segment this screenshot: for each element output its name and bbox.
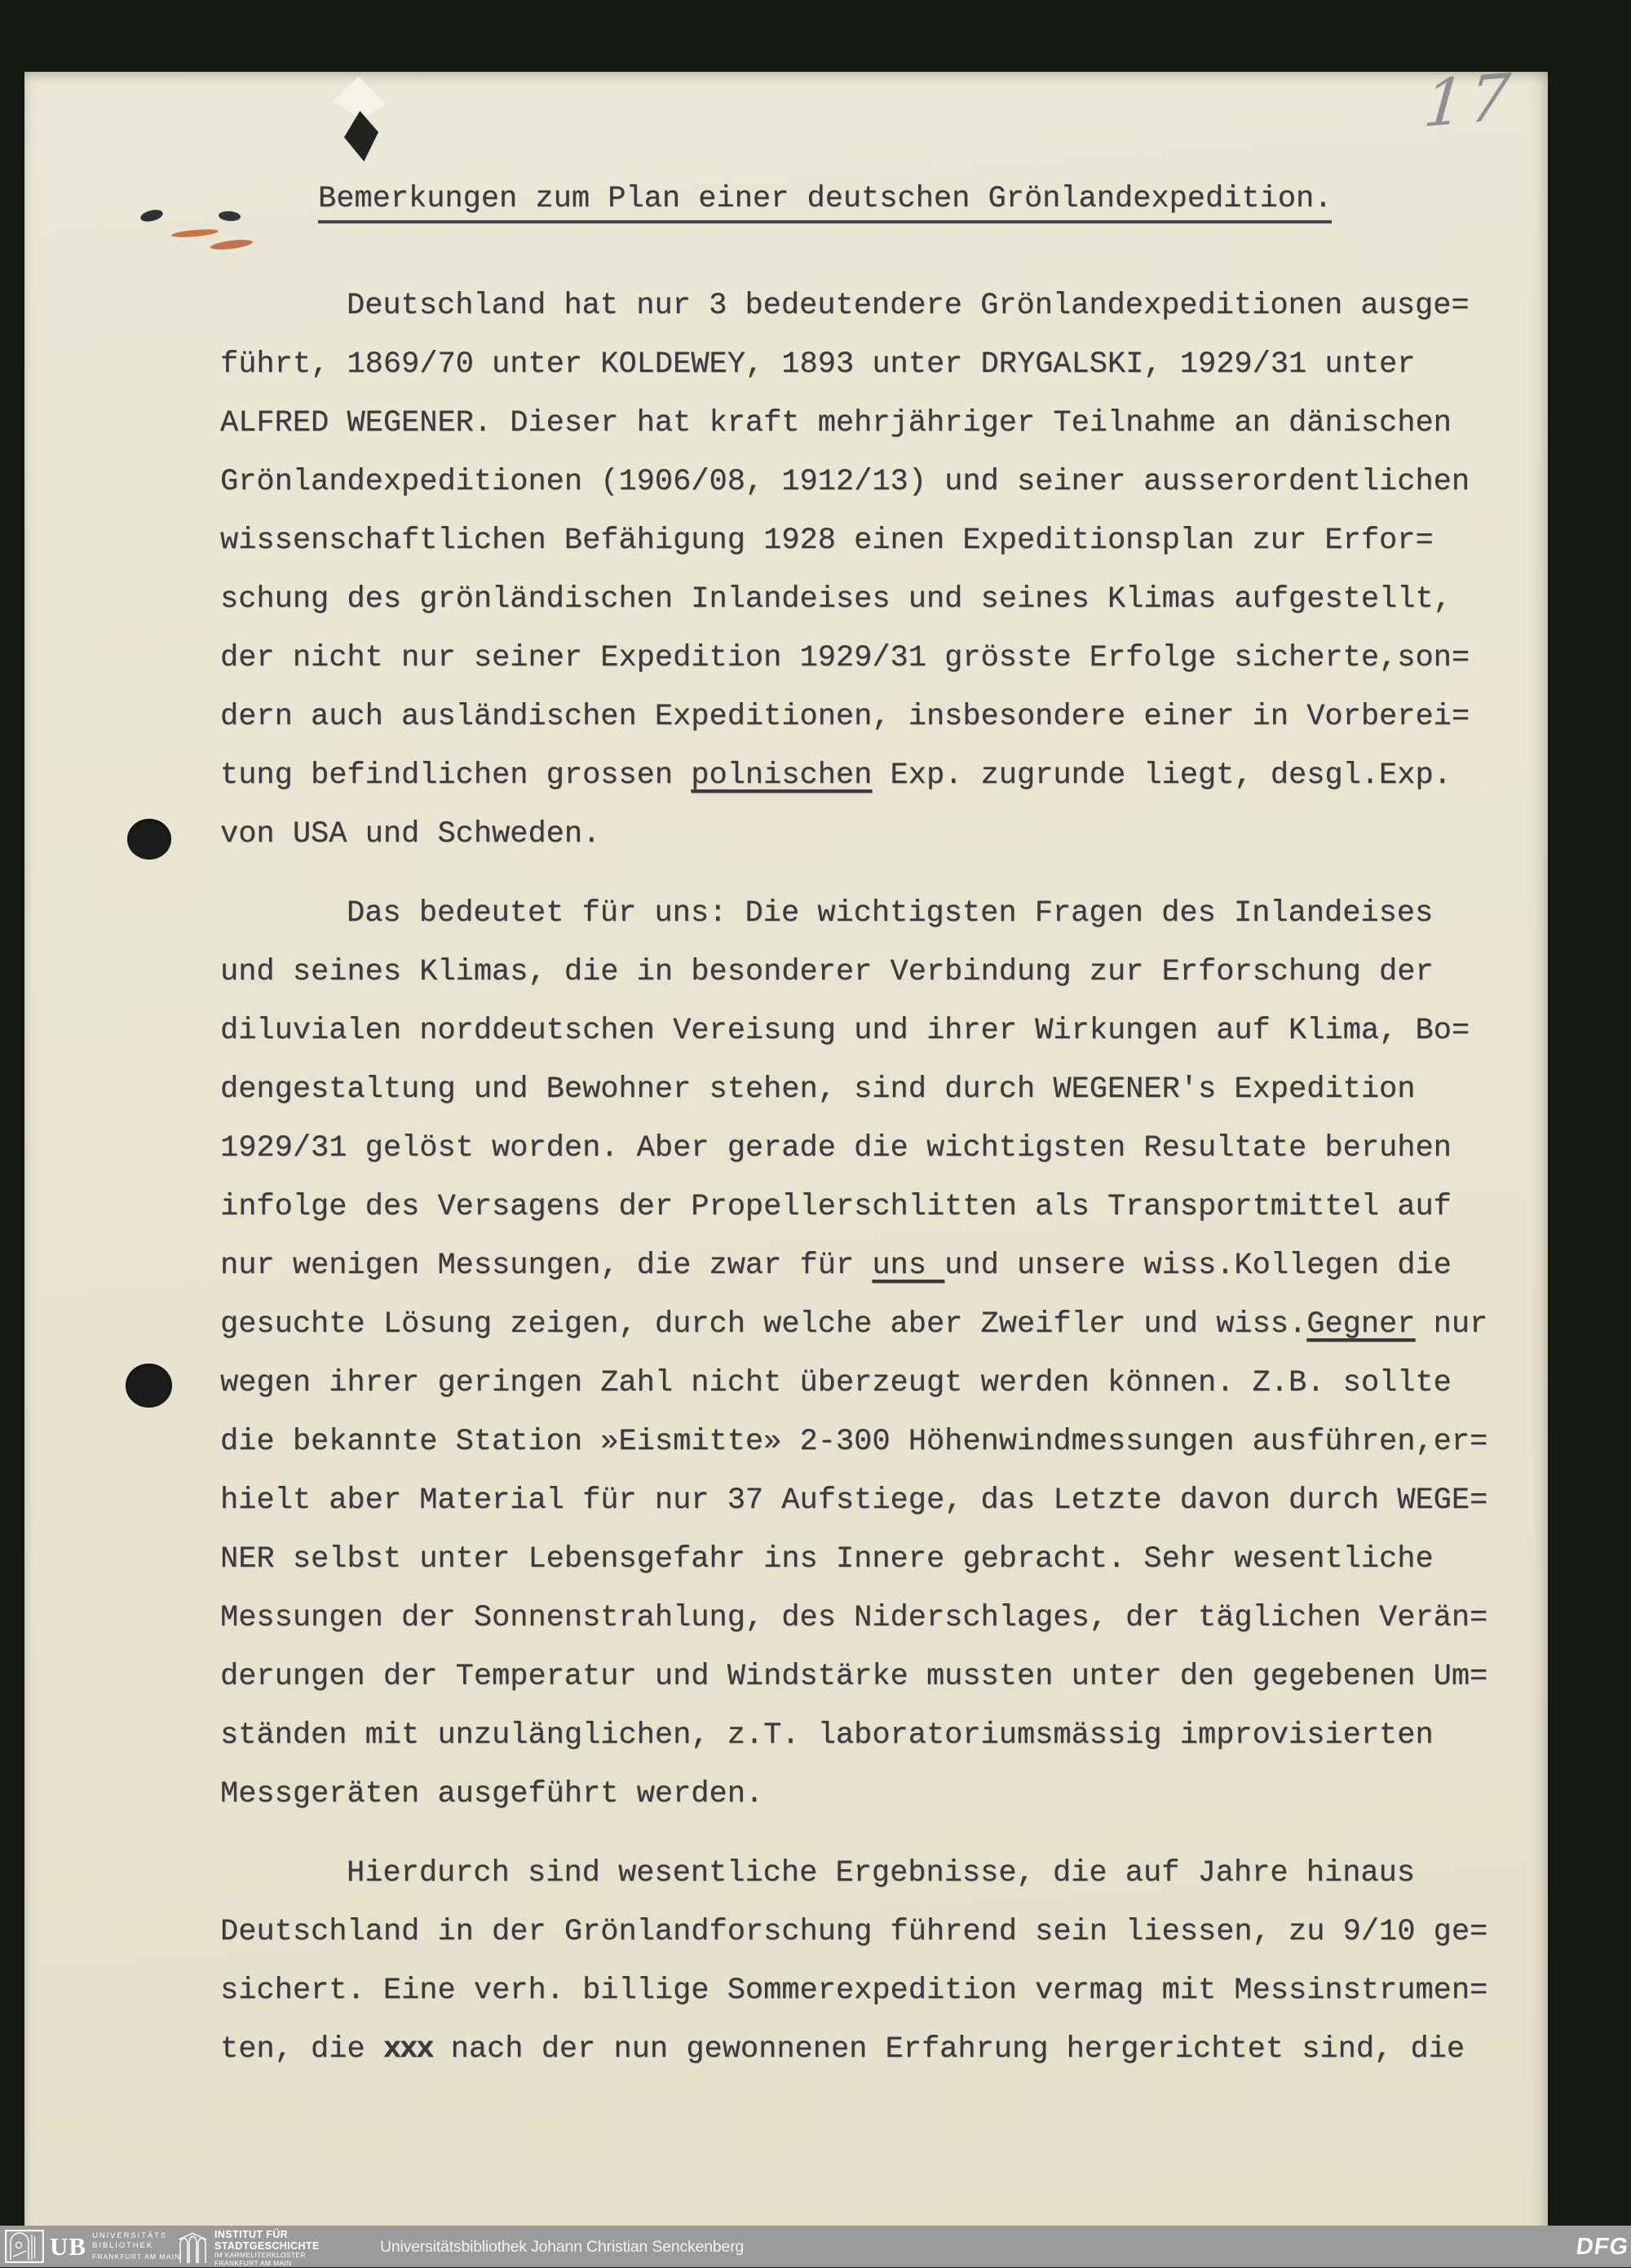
ub-library-name xyxy=(92,2232,180,2261)
text-line xyxy=(220,1413,1487,1471)
orange-smudge xyxy=(210,238,254,251)
punch-hole-top xyxy=(127,819,171,860)
document-body xyxy=(220,276,1487,2079)
text-line xyxy=(220,1178,1487,1236)
document-title: Bemerkungen zum Plan einer deutschen Grönlandexpedition. xyxy=(318,181,1332,223)
text-segment: die bekannte Station »Eismitte» 2-300 Höhenwindmessungen ausführen,er= xyxy=(220,1425,1488,1459)
struck-over-text: xxx xyxy=(382,2032,433,2067)
underlined-text: uns xyxy=(872,1249,945,1283)
page-number-handwritten: 17 xyxy=(1421,60,1518,143)
ub-line: BIBLIOTHEK xyxy=(92,2241,154,2251)
text-segment: derungen der Temperatur und Windstärke mussten unter den gegebenen Um= xyxy=(220,1660,1488,1694)
text-segment: der nicht nur seiner Expedition 1929/31 grösste Erfolge sicherte,son= xyxy=(220,641,1470,675)
ub-wordmark: UB xyxy=(50,2231,87,2261)
text-line xyxy=(220,511,1487,570)
text-line xyxy=(220,884,1487,943)
text-line xyxy=(220,805,1487,864)
ub-line: UNIVERSITÄTS xyxy=(92,2230,168,2240)
document-page xyxy=(24,60,1548,2267)
text-segment: hielt aber Material für nur 37 Aufstiege, das Letzte davon durch WEGE= xyxy=(220,1483,1488,1518)
text-segment: ständen mit unzulänglichen, z.T. laboratoriumsmässig improvisierten xyxy=(220,1718,1434,1753)
punch-hole-bottom xyxy=(126,1364,172,1408)
text-line xyxy=(220,1589,1487,1647)
text-line xyxy=(220,746,1487,805)
text-segment: dern auch ausländischen Expeditionen, insbesondere einer in Vorberei= xyxy=(220,700,1470,734)
text-segment: ten, die xyxy=(220,2032,383,2067)
text-segment: diluvialen norddeutschen Vereisung und ihrer Wirkungen auf Klima, Bo= xyxy=(220,1014,1470,1048)
text-line xyxy=(220,1295,1487,1354)
ub-logo xyxy=(5,2230,180,2263)
text-line xyxy=(220,1706,1487,1765)
text-line xyxy=(220,1236,1487,1295)
text-line xyxy=(220,1471,1487,1530)
text-segment: und unsere wiss.Kollegen die xyxy=(944,1249,1452,1283)
underlined-text: Gegner xyxy=(1306,1307,1416,1342)
text-segment: Grönlandexpeditionen (1906/08, 1912/13) und seiner ausserordentlichen xyxy=(220,465,1470,499)
orange-smudge xyxy=(171,228,219,238)
text-line xyxy=(220,570,1487,629)
institut-name xyxy=(214,2230,320,2267)
text-segment: Deutschland hat nur 3 bedeutendere Grönlandexpeditionen ausge= xyxy=(347,289,1470,323)
text-segment: nach der nun gewonnenen Erfahrung hergerichtet sind, die xyxy=(432,2032,1465,2067)
text-segment: nur xyxy=(1415,1307,1488,1342)
institut-logo xyxy=(178,2230,320,2267)
text-line xyxy=(220,687,1487,746)
text-line xyxy=(220,629,1487,687)
text-line xyxy=(220,1765,1487,1824)
ub-line: FRANKFURT AM MAIN xyxy=(92,2252,181,2261)
institut-line: STADTGESCHICHTE xyxy=(214,2239,320,2252)
text-line xyxy=(220,1647,1487,1706)
text-segment: gesuchte Lösung zeigen, durch welche aber Zweifler und wiss. xyxy=(220,1307,1307,1342)
text-segment: Deutschland in der Grönlandforschung führend sein liessen, zu 9/10 ge= xyxy=(220,1915,1488,1949)
kloster-columns-icon xyxy=(178,2232,207,2265)
institut-line: INSTITUT FÜR xyxy=(214,2229,289,2240)
text-segment: von USA und Schweden. xyxy=(220,817,601,851)
text-line xyxy=(220,2020,1487,2079)
text-segment: infolge des Versagens der Propellerschlitten als Transportmittel auf xyxy=(220,1190,1452,1224)
ub-reader-icon xyxy=(5,2230,44,2263)
text-line xyxy=(220,943,1487,1001)
text-segment: führt, 1869/70 unter KOLDEWEY, 1893 unter DRYGALSKI, 1929/31 unter xyxy=(220,347,1416,382)
paper-tear-hole xyxy=(344,111,378,161)
text-segment: und seines Klimas, die in besonderer Verbindung zur Erforschung der xyxy=(220,955,1434,989)
text-segment: Exp. zugrunde liegt, desgl.Exp. xyxy=(872,758,1452,793)
ink-smudge xyxy=(139,208,164,223)
footer-bar xyxy=(0,2226,1631,2267)
text-line xyxy=(220,1903,1487,1961)
institut-line: IM KARMELITERKLOSTER xyxy=(214,2251,306,2259)
text-line xyxy=(220,453,1487,511)
text-segment: sichert. Eine verh. billige Sommerexpedition vermag mit Messinstrumen= xyxy=(220,1974,1488,2008)
text-segment: Messgeräten ausgeführt werden. xyxy=(220,1777,764,1811)
underlined-text: polnischen xyxy=(691,758,873,793)
text-line xyxy=(220,1961,1487,2020)
text-segment: NER selbst unter Lebensgefahr ins Innere gebracht. Sehr wesentliche xyxy=(220,1542,1434,1576)
text-segment: nur wenigen Messungen, die zwar für xyxy=(220,1249,873,1283)
text-line xyxy=(220,1844,1487,1903)
text-segment: schung des grönländischen Inlandeises und seines Klimas aufgestellt, xyxy=(220,582,1452,617)
institut-line: FRANKFURT AM MAIN xyxy=(214,2258,292,2267)
text-segment: 1929/31 gelöst worden. Aber gerade die wichtigsten Resultate beruhen xyxy=(220,1131,1452,1165)
text-line xyxy=(220,1001,1487,1060)
text-segment: tung befindlichen grossen xyxy=(220,758,692,793)
text-segment: Das bedeutet für uns: Die wichtigsten Fragen des Inlandeises xyxy=(347,896,1434,931)
text-line xyxy=(220,1354,1487,1413)
paragraph-2 xyxy=(220,884,1487,1824)
paragraph-1 xyxy=(220,276,1487,864)
text-line xyxy=(220,1119,1487,1178)
text-segment: ALFRED WEGENER. Dieser hat kraft mehrjähriger Teilnahme an dänischen xyxy=(220,406,1452,440)
text-line xyxy=(220,1530,1487,1589)
paragraph-3 xyxy=(220,1844,1487,2079)
text-segment: Hierdurch sind wesentliche Ergebnisse, die auf Jahre hinaus xyxy=(347,1856,1416,1890)
dfg-logo: DFG xyxy=(1574,2234,1631,2260)
text-line xyxy=(220,276,1487,335)
text-line xyxy=(220,1060,1487,1119)
text-segment: Messungen der Sonnenstrahlung, des Niderschlages, der täglichen Verän= xyxy=(220,1601,1488,1635)
text-segment: dengestaltung und Bewohner stehen, sind durch WEGENER's Expedition xyxy=(220,1072,1416,1107)
text-line xyxy=(220,394,1487,453)
text-segment: wissenschaftlichen Befähigung 1928 einen Expeditionsplan zur Erfor= xyxy=(220,524,1434,558)
ink-smudge xyxy=(219,210,241,222)
footer-library-name: Universitätsbibliothek Johann Christian Senckenberg xyxy=(380,2238,745,2256)
text-line xyxy=(220,335,1487,394)
text-segment: wegen ihrer geringen Zahl nicht überzeugt werden können. Z.B. sollte xyxy=(220,1366,1452,1400)
